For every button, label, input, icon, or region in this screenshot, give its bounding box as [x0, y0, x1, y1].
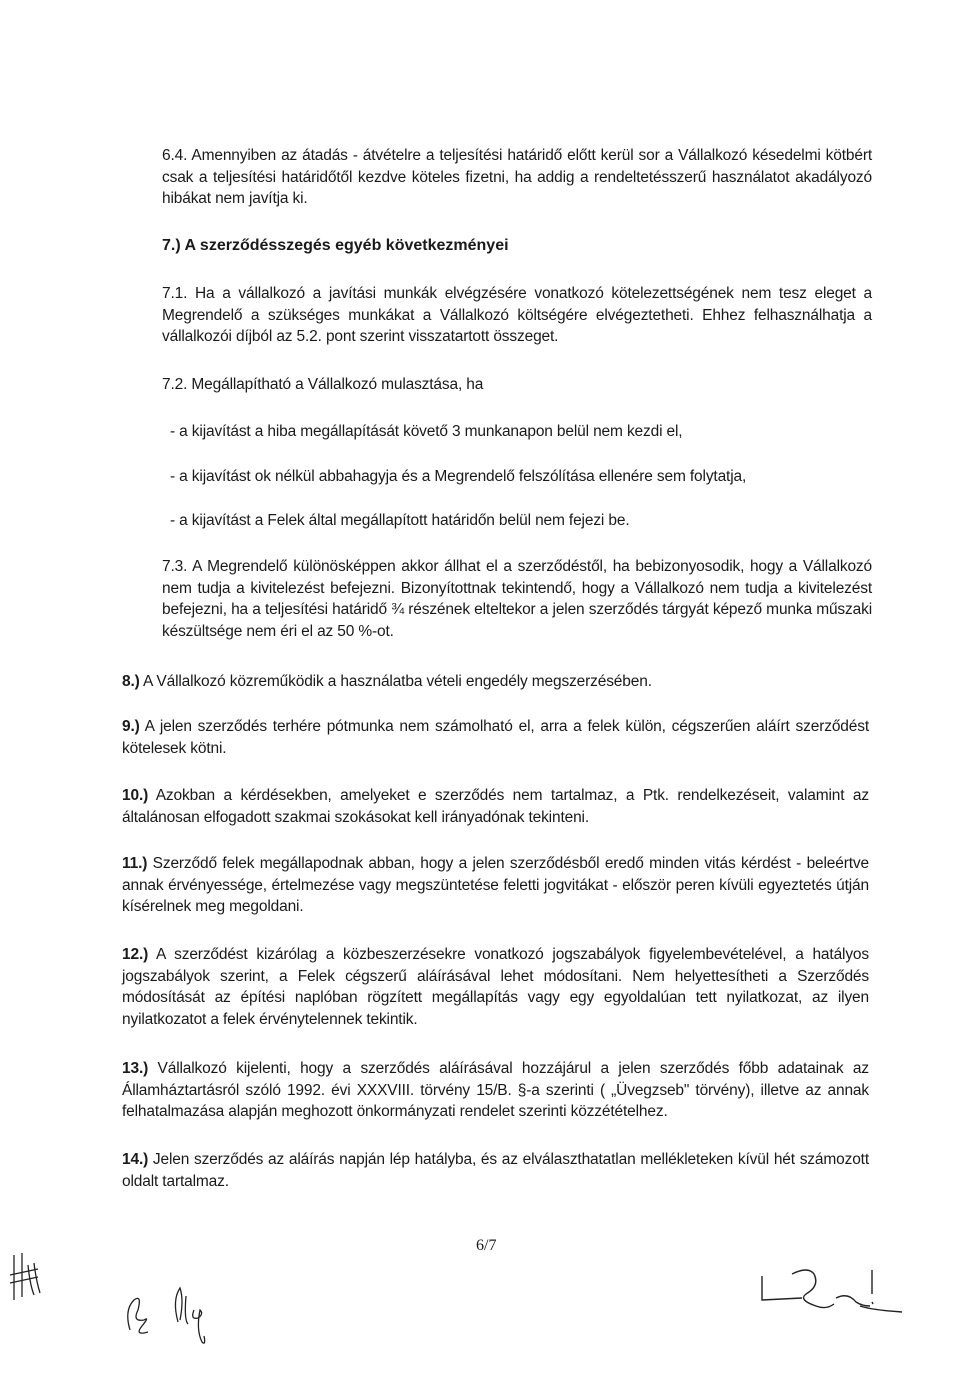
section-10-number: 10.) — [122, 787, 149, 804]
section-14-number: 14.) — [122, 1151, 149, 1168]
paragraph-7-1: 7.1. Ha a vállalkozó a javítási munkák elvégzésére vonatkozó kötelezettségének nem tesz eleget a Megrendelő a szükséges munkákat a Vállalkozó költségére elvégeztetheti. Ehhez felhasználhatja a vállalkozói díjból az 5.2. pont szerint visszatartott összeget. — [162, 285, 872, 345]
initials-left-signature — [8, 1245, 48, 1305]
section-13-number: 13.) — [122, 1060, 149, 1077]
paragraph-11 — [122, 853, 869, 918]
paragraph-7-3-first — [162, 556, 872, 642]
paragraph-7-3: 7.3. A Megrendelő különösképpen akkor állhat el a szerződéstől, ha bebizonyosodik, hogy a Vállalkozó nem tudja a kivitelezést befejezni. Bizonyítottnak tekintendő, hogy a Vállalkozó nem tudja a kivitelezést befejezni, ha a teljesítési határidő ¾ részének elteltekor a jelen szerződés tárgyát képező munka műszaki készültsége nem éri el az 50 %-ot. — [162, 558, 872, 640]
section-9-number: 9.) — [122, 718, 140, 735]
section-9-text: A jelen szerződés terhére pótmunka nem számolható el, arra a felek külön, cégszerűen aláírt szerződést kötelesek kötni. — [122, 718, 869, 757]
section-12-text: A szerződést kizárólag a közbeszerzésekre vonatkozó jogszabályok figyelembevételével, a hatályos jogszabályok szerint, a Felek cégszerű aláírásával lehet módosítani. Nem helyettesítheti a Szerződés módosítását az építési naplóban rögzített megállapítás vagy egy egyoldalúan tett nyilatkozat, az ilyen nyilatkozatot a felek érvénytelennek tekintik. — [122, 946, 869, 1028]
section-7-title: A szerződésszegés egyéb következményei — [180, 237, 509, 254]
section-8-number: 8.) — [122, 673, 140, 690]
section-7-number: 7.) — [162, 237, 181, 254]
section-11-number: 11.) — [122, 855, 148, 872]
section-10-text: Azokban a kérdésekben, amelyeket e szerződés nem tartalmaz, a Ptk. rendelkezéseit, valamint az általánosan elfogadott szakmai szokásokat kell irányadónak tekinteni. — [122, 787, 869, 826]
section-7-heading — [162, 237, 509, 255]
paragraph-6-4: 6.4. Amennyiben az átadás - átvételre a teljesítési határidő előtt kerül sor a Vállalkozó késedelmi kötbért csak a teljesítési határidőtől kezdve köteles fizetni, ha addig a rendeltetésszerű használatot akadályozó hibákat nem javítja ki. — [162, 147, 872, 207]
paragraph-12 — [122, 944, 869, 1030]
paragraph-7-2: 7.2. Megállapítható a Vállalkozó mulasztása, ha — [162, 376, 484, 393]
bullet-1: - a kijavítást a hiba megállapítását követő 3 munkanapon belül nem kezdi el, — [170, 423, 683, 440]
initials-signature-2 — [752, 1252, 912, 1332]
section-14-text: Jelen szerződés az aláírás napján lép hatályba, és az elválaszthatatlan mellékleteken kívül hét számozott oldalt tartalmaz. — [122, 1151, 869, 1190]
page-number: 6/7 — [476, 1237, 497, 1254]
bullet-2: - a kijavítást ok nélkül abbahagyja és a Megrendelő felszólítása ellenére sem folytatja, — [170, 468, 747, 485]
paragraph-9 — [122, 716, 869, 759]
section-8-text: A Vállalkozó közreműködik a használatba vételi engedély megszerzésében. — [139, 673, 652, 690]
paragraph-10 — [122, 785, 869, 828]
bullet-3: - a kijavítást a Felek által megállapított határidőn belül nem fejezi be. — [170, 512, 630, 529]
paragraph-14 — [122, 1149, 869, 1192]
paragraph-13 — [122, 1058, 869, 1123]
initials-signature-1 — [120, 1270, 230, 1350]
paragraph-8 — [122, 671, 869, 693]
section-11-text: Szerződő felek megállapodnak abban, hogy a jelen szerződésből eredő minden vitás kérdést - beleértve annak érvényessége, értelmezése vagy megszüntetése feletti jogvitákat - először peren kívüli egyeztetés útján kísérelnek meg megoldani. — [122, 855, 869, 915]
section-13-text: Vállalkozó kijelenti, hogy a szerződés aláírásával hozzájárul a jelen szerződés főbb adatainak az Államháztartásról szóló 1992. évi XXXVIII. törvény 15/B. §-a szerinti ( „Üvegzseb" törvény), illetve az annak felhatalmazása alapján meghozott önkormányzati rendelet szerinti közzétételhez. — [122, 1060, 869, 1120]
section-12-number: 12.) — [122, 946, 149, 963]
